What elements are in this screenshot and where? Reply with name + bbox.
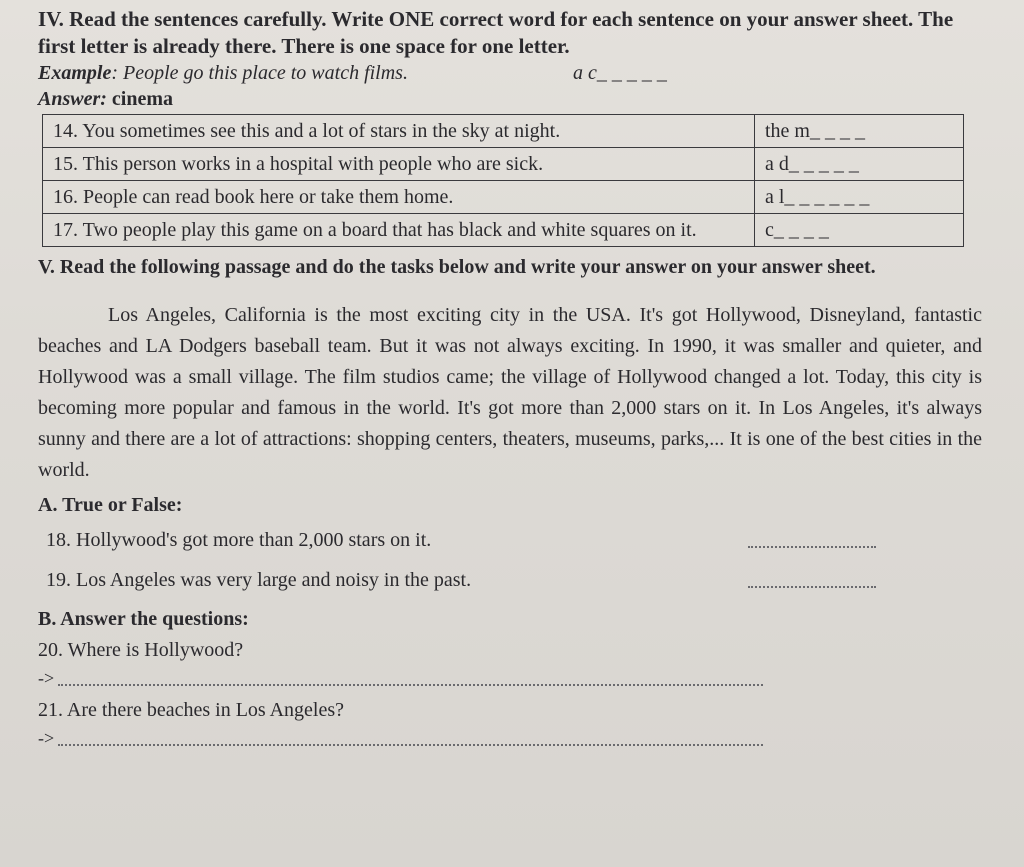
question-item: 20. Where is Hollywood?: [38, 639, 244, 661]
section-5-heading: V. Read the following passage and do the tasks below and write your answer on your answer sheet.: [38, 256, 876, 278]
answer-blank[interactable]: [58, 684, 763, 686]
answer-line[interactable]: [38, 666, 982, 694]
example-hint: a c_ _ _ _ _: [573, 62, 667, 84]
table-row: [43, 148, 964, 181]
part-b-heading: B. Answer the questions:: [38, 608, 249, 630]
tf-statement: 18. Hollywood's got more than 2,000 stars on it.: [46, 529, 432, 551]
hint-cell: c_ _ _ _: [755, 214, 964, 247]
section-4-heading: IV. Read the sentences carefully. Write ONE correct word for each sentence on your answer sheet. The first letter is already there. There is one space for one letter.: [38, 7, 954, 58]
true-false-item: [38, 560, 982, 600]
example-answer: [38, 88, 982, 112]
sentence-cell: 15. This person works in a hospital with people who are sick.: [43, 148, 755, 181]
vocabulary-table: [42, 114, 964, 247]
answer-blank[interactable]: [748, 586, 876, 588]
sentence-cell: 14. You sometimes see this and a lot of stars in the sky at night.: [43, 115, 755, 148]
part-a-heading: A. True or False:: [38, 494, 183, 516]
answer-text: cinema: [106, 88, 173, 110]
answer-label: Answer:: [38, 88, 107, 110]
tf-statement: 19. Los Angeles was very large and noisy in the past.: [46, 569, 472, 591]
true-false-item: [38, 520, 982, 560]
hint-cell: the m_ _ _ _: [755, 115, 964, 148]
arrow-icon: ->: [38, 728, 55, 748]
answer-blank[interactable]: [748, 546, 876, 548]
example-text: : People go this place to watch films.: [111, 62, 408, 84]
answer-blank[interactable]: [58, 744, 763, 746]
table-row: [43, 115, 964, 148]
answer-line[interactable]: [38, 726, 982, 754]
hint-cell: a l_ _ _ _ _ _: [755, 181, 964, 214]
sentence-cell: 16. People can read book here or take them home.: [43, 181, 755, 214]
reading-passage: [38, 300, 982, 486]
question-item: 21. Are there beaches in Los Angeles?: [38, 699, 345, 721]
table-row: [43, 181, 964, 214]
table-row: [43, 214, 964, 247]
hint-cell: a d_ _ _ _ _: [755, 148, 964, 181]
passage-text: Los Angeles, California is the most exciting city in the USA. It's got Hollywood, Disneyland, fantastic beaches and LA Dodgers baseball team. But it was not always exciting. In 1990, it was smaller and quieter, and Hollywood was a small village. The film studios came; the village of Hollywood changed a lot. Today, this city is becoming more popular and famous in the world. It's got more than 2,000 stars on it. In Los Angeles, it's always sunny and there are a lot of attractions: shopping centers, theaters, museums, parks,... It is one of the best cities in the world.: [38, 304, 982, 481]
sentence-cell: 17. Two people play this game on a board that has black and white squares on it.: [43, 214, 755, 247]
arrow-icon: ->: [38, 668, 55, 688]
example-line: [38, 62, 982, 88]
example-label: Example: [38, 62, 112, 84]
